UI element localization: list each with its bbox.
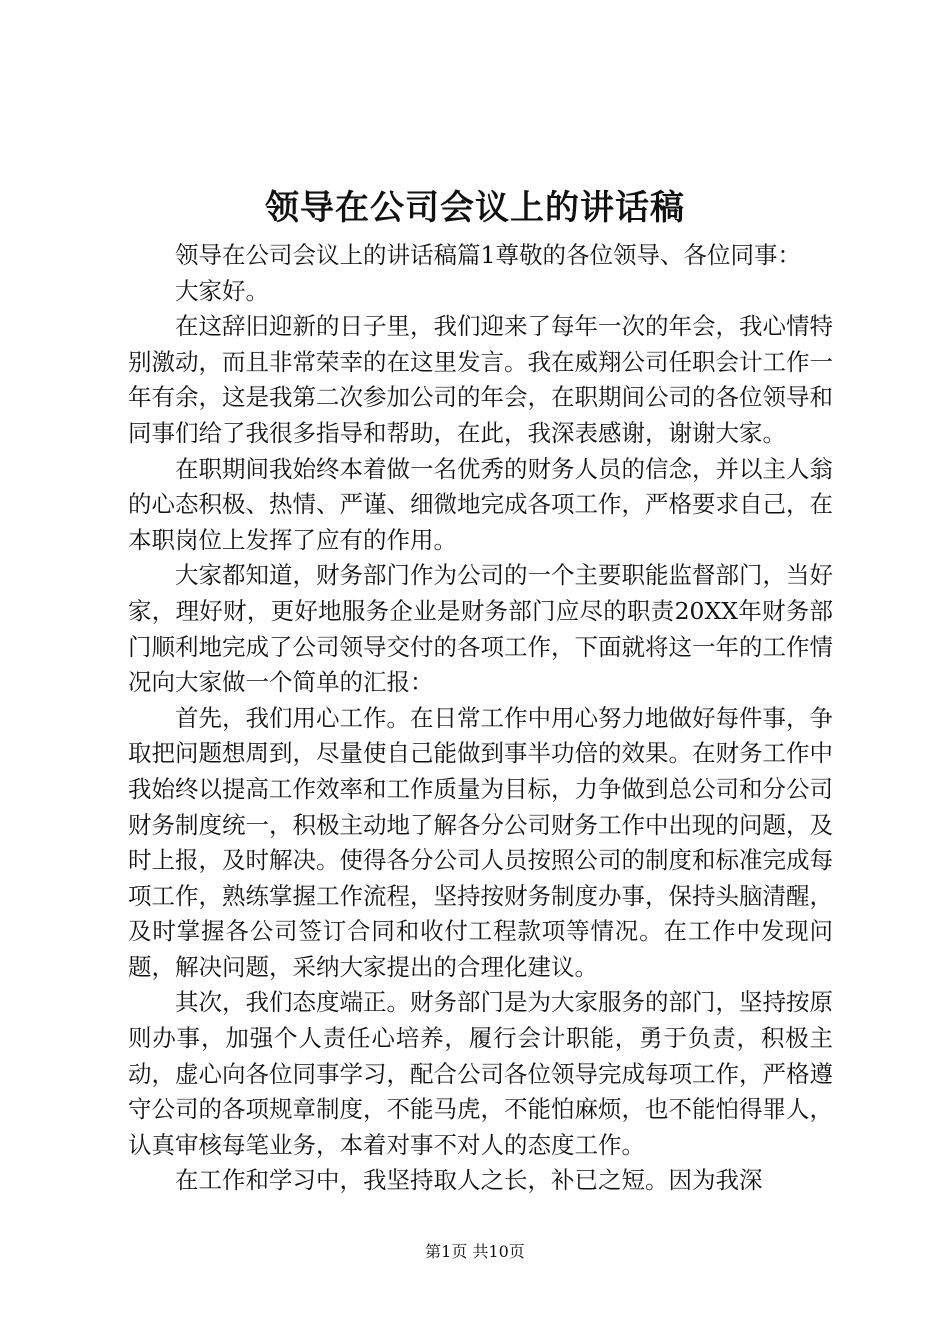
paragraph-second: 其次，我们态度端正。财务部门是为大家服务的部门，坚持按原则办事，加强个人责任心培养，履行会计职能，勇于负责，积极主动，虚心向各位同事学习，配合公司各位领导完成每项工作，严格遵守公司的各项规章制度，不能马虎，不能怕麻烦，也不能怕得罪人，认真审核每笔业务，本着对事不对人的态度工作。 [128,988,833,1159]
paragraph-learning: 在工作和学习中，我坚持取人之长，补已之短。因为我深 [175,1166,763,1195]
page-footer: 第1页 共10页 [425,1242,525,1261]
paragraph-hello: 大家好。 [175,276,269,305]
paragraph-intro: 在这辞旧迎新的日子里，我们迎来了每年一次的年会，我心情特别激动，而且非常荣幸的在这里发言。我在威翔公司任职会计工作一年有余，这是我第二次参加公司的年会，在职期间公司的各位领导和同事们给了我很多指导和帮助，在此，我深表感谢，谢谢大家。 [128,312,833,447]
paragraph-first: 首先，我们用心工作。在日常工作中用心努力地做好每件事，争取把问题想周到，尽量使自己能做到事半功倍的效果。在财务工作中我始终以提高工作效率和工作质量为目标，力争做到总公司和分公司财务制度统一，积极主动地了解各分公司财务工作中出现的问题，及时上报，及时解决。使得各分公司人员按照公司的制度和标准完成每项工作，熟练掌握工作流程，坚持按财务制度办事，保持头脑清醒，及时掌握各公司签订合同和收付工程款项等情况。在工作中发现问题，解决问题，采纳大家提出的合理化建议。 [128,703,833,981]
document-title: 领导在公司会议上的讲话稿 [265,188,685,228]
paragraph-belief: 在职期间我始终本着做一名优秀的财务人员的信念，并以主人翁的心态积极、热情、严谨、细微地完成各项工作，严格要求自己，在本职岗位上发挥了应有的作用。 [128,454,833,554]
paragraph-duty: 大家都知道，财务部门作为公司的一个主要职能监督部门，当好家，理好财，更好地服务企业是财务部门应尽的职责20XX年财务部门顺利地完成了公司领导交付的各项工作，下面就将这一年的工作情况向大家做一个简单的汇报： [128,561,833,697]
paragraph-greeting: 领导在公司会议上的讲话稿篇1尊敬的各位领导、各位同事： [175,241,801,269]
document-body [128,238,833,1199]
